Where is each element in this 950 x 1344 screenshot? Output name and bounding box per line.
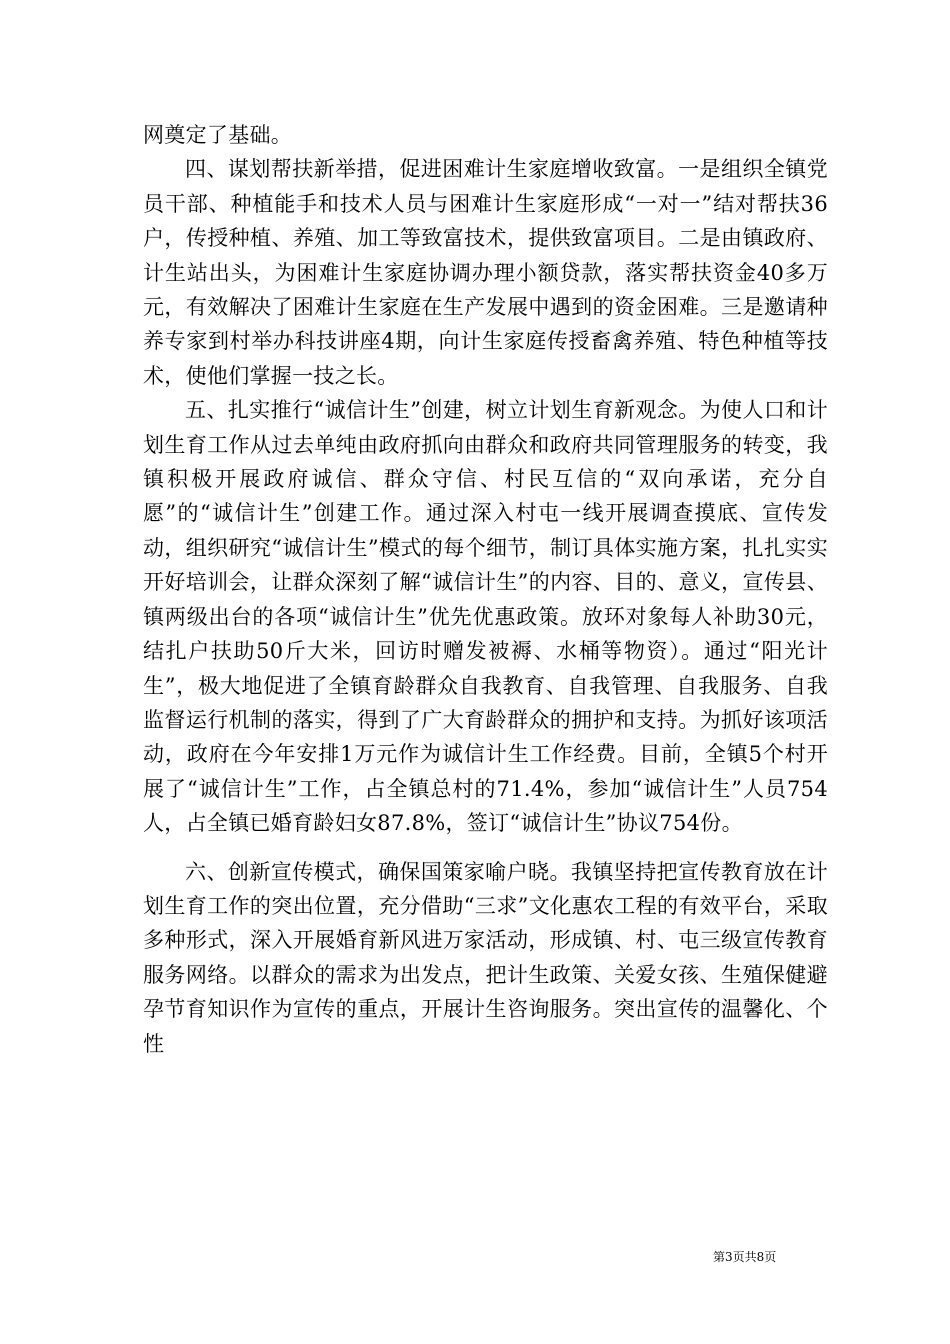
paragraph-section-5: 五、扎实推行“诚信计生”创建，树立计划生育新观念。为使人口和计划生育工作从过去单纯由政府抓向由群众和政府共同管理服务的转变，我镇积极开展政府诚信、群众守信、村民互信的“双向承诺，充分自愿”的“诚信计生”创建工作。通过深入村屯一线开展调查摸底、宣传发动，组织研究“诚信计生”模式的每个细节，制订具体实施方案，扎扎实实开好培训会，让群众深刻了解“诚信计生”的内容、目的、意义，宣传县、镇两级出台的各项“诚信计生”优先优惠政策。放环对象每人补助30元，结扎户扶助50斤大米，回访时赠发被褥、水桶等物资）。通过“阳光计生”，极大地促进了全镇育龄群众自我教育、自我管理、自我服务、自我监督运行机制的落实，得到了广大育龄群众的拥护和支持。为抓好该项活动，政府在今年安排1万元作为诚信计生工作经费。目前，全镇5个村开展了“诚信计生”工作，占全镇总村的71.4%，参加“诚信计生”人员754人，占全镇已婚育龄妇女87.8%，签订“诚信计生”协议754份。	[143, 398, 828, 836]
page-number: 第3页共8页	[713, 1250, 777, 1264]
paragraph-continuation: 网奠定了基础。	[143, 123, 293, 147]
paragraph-section-6: 六、创新宣传模式，确保国策家喻户晓。我镇坚持把宣传教育放在计划生育工作的突出位置，充分借助“三求”文化惠农工程的有效平台，采取多种形式，深入开展婚育新风进万家活动，形成镇、村、屯三级宣传教育服务网络。以群众的需求为出发点，把计生政策、关爱女孩、生殖保健避孕节育知识作为宣传的重点，开展计生咨询服务。突出宣传的温馨化、个性	[143, 859, 828, 1056]
document-body	[143, 118, 828, 1061]
paragraph-section-4: 四、谋划帮扶新举措，促进困难计生家庭增收致富。一是组织全镇党员干部、种植能手和技术人员与困难计生家庭形成“一对一”结对帮扶36户，传授种植、养殖、加工等致富技术，提供致富项目。二是由镇政府、计生站出头，为困难计生家庭协调办理小额贷款，落实帮扶资金40多万元，有效解决了困难计生家庭在生产发展中遇到的资金困难。三是邀请种养专家到村举办科技讲座4期，向计生家庭传授畜禽养殖、特色种植等技术，使他们掌握一技之长。	[143, 157, 828, 388]
